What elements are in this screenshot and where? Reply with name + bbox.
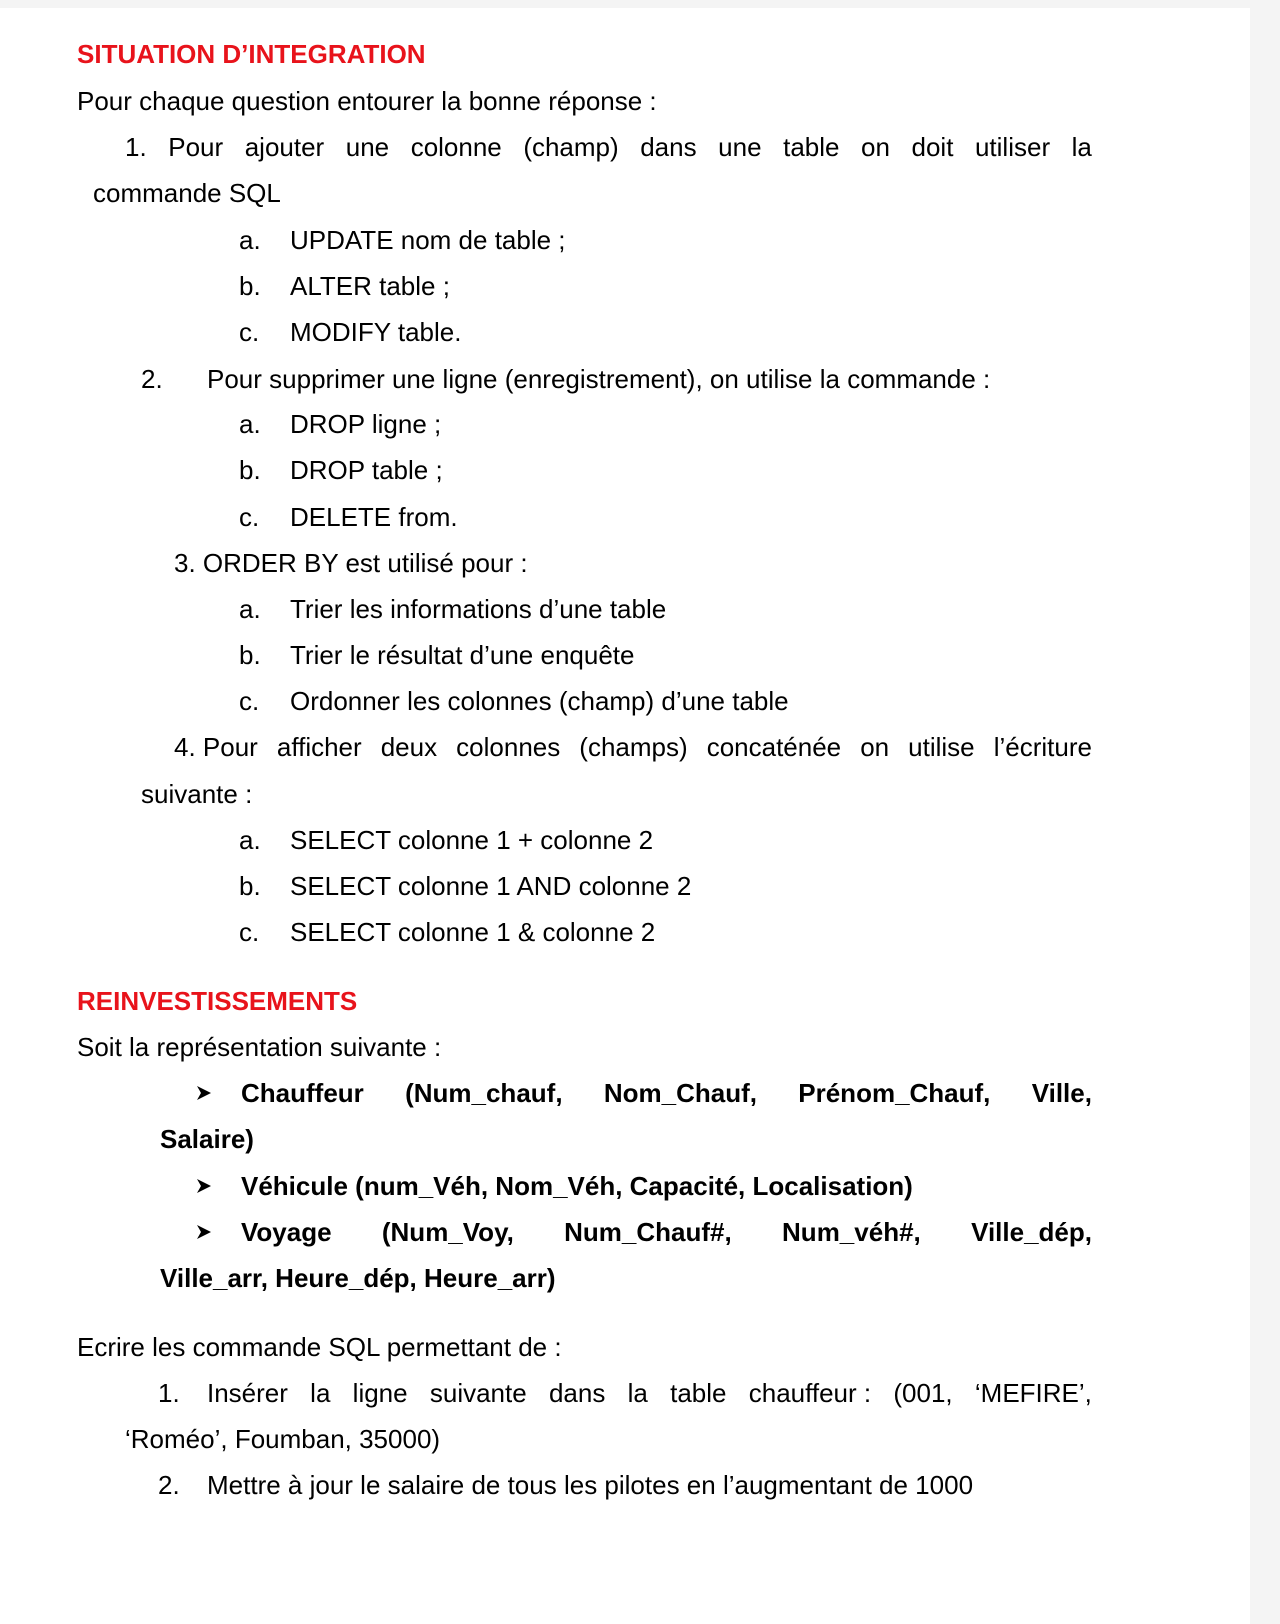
question-1-word: la <box>1071 132 1092 162</box>
q4-option-b-text: SELECT colonne 1 AND colonne 2 <box>290 871 692 901</box>
q4-option-c-letter: c. <box>239 917 260 947</box>
task-1-word: la <box>627 1378 648 1408</box>
task-1-word: ‘MEFIRE’, <box>974 1378 1092 1408</box>
schema-word: Ville_dép, <box>971 1217 1092 1247</box>
question-1-word: colonne <box>410 132 502 162</box>
q1-option-a-text: UPDATE nom de table ; <box>290 225 566 255</box>
q3-option-b-letter: b. <box>239 640 261 670</box>
schema-word: Voyage <box>241 1217 332 1247</box>
question-1-word: dans <box>640 132 697 162</box>
question-1-word: (champ) <box>523 132 619 162</box>
schema-word: (Num_chauf, <box>405 1078 563 1108</box>
schema-word: Ville, <box>1031 1078 1092 1108</box>
task-1-word: table <box>670 1378 727 1408</box>
q3-option-c-letter: c. <box>239 686 260 716</box>
q1-option-c-letter: c. <box>239 317 260 347</box>
task-1-word: (001, <box>893 1378 953 1408</box>
q4-option-b-letter: b. <box>239 871 261 901</box>
question-4-word: deux <box>380 732 438 762</box>
q2-option-c-text: DELETE from. <box>290 502 458 532</box>
schema-word: Nom_Chauf, <box>603 1078 757 1108</box>
schema-word: (Num_Voy, <box>381 1217 514 1247</box>
question-4-word: afficher <box>276 732 362 762</box>
question-1-word: on <box>861 132 890 162</box>
task-1-line <box>207 1376 1092 1410</box>
q1-option-b-letter: b. <box>239 271 261 301</box>
task-1-number: 1. <box>158 1378 180 1408</box>
schema-word: Num_Chauf#, <box>564 1217 732 1247</box>
q2-option-a-letter: a. <box>239 409 261 439</box>
task-2-text: Mettre à jour le salaire de tous les pilotes en l’augmentant de 1000 <box>207 1470 974 1500</box>
question-4-word: l’écriture <box>993 732 1092 762</box>
task-1-word: Insérer <box>207 1378 288 1408</box>
schema-word: Prénom_Chauf, <box>798 1078 991 1108</box>
reinvest-intro: Soit la représentation suivante : <box>77 1032 442 1062</box>
task-1-word: chauffeur : <box>748 1378 872 1408</box>
question-1-word: doit <box>911 132 954 162</box>
schema-word: Chauffeur <box>241 1078 364 1108</box>
task-1-word: suivante <box>429 1378 527 1408</box>
bullet-arrow-icon <box>195 1169 213 1203</box>
task-intro: Ecrire les commande SQL permettant de : <box>77 1332 562 1362</box>
q1-option-b-text: ALTER table ; <box>290 271 450 301</box>
question-3-text: 3. ORDER BY est utilisé pour : <box>174 548 528 578</box>
question-1-word: une <box>718 132 762 162</box>
question-4-word: colonnes <box>456 732 561 762</box>
question-1-word: Pour <box>168 132 224 162</box>
schema-word: Num_véh#, <box>782 1217 921 1247</box>
vehicule-schema: Véhicule (num_Véh, Nom_Véh, Capacité, Localisation) <box>241 1171 913 1201</box>
chauffeur-schema-line <box>241 1076 1092 1110</box>
voyage-schema-line <box>241 1215 1092 1249</box>
question-4-word: utilise <box>908 732 975 762</box>
question-4-word: on <box>860 732 890 762</box>
q3-option-c-text: Ordonner les colonnes (champ) d’une table <box>290 686 789 716</box>
q3-option-b-text: Trier le résultat d’une enquête <box>290 640 635 670</box>
question-1-word: une <box>345 132 390 162</box>
situation-heading: SITUATION D’INTEGRATION <box>77 39 426 69</box>
reinvest-heading: REINVESTISSEMENTS <box>77 986 358 1016</box>
question-1-continuation: commande SQL <box>93 178 281 208</box>
q3-option-a-letter: a. <box>239 594 261 624</box>
q4-option-a-text: SELECT colonne 1 + colonne 2 <box>290 825 654 855</box>
task-1-word: ligne <box>352 1378 408 1408</box>
bullet-arrow-icon <box>195 1076 213 1110</box>
question-4-continuation: suivante : <box>141 779 253 809</box>
q2-option-a-text: DROP ligne ; <box>290 409 442 439</box>
question-4-word: concaténée <box>706 732 842 762</box>
question-4-line <box>174 730 1092 764</box>
voyage-schema-continuation: Ville_arr, Heure_dép, Heure_arr) <box>160 1263 556 1293</box>
question-1-word: utiliser <box>974 132 1051 162</box>
chauffeur-schema-continuation: Salaire) <box>160 1124 254 1154</box>
task-1-continuation: ‘Roméo’, Foumban, 35000) <box>125 1424 441 1454</box>
question-2-text: Pour supprimer une ligne (enregistrement), on utilise la commande : <box>207 364 991 394</box>
question-2-number: 2. <box>141 364 163 394</box>
question-1-number: 1. <box>125 132 147 162</box>
document-page <box>0 8 1250 1624</box>
task-2-number: 2. <box>158 1470 180 1500</box>
task-1-word: la <box>310 1378 331 1408</box>
bullet-arrow-icon <box>195 1215 213 1249</box>
question-4-word: 4. Pour <box>174 732 258 762</box>
q2-option-b-letter: b. <box>239 455 261 485</box>
q4-option-c-text: SELECT colonne 1 & colonne 2 <box>290 917 656 947</box>
q4-option-a-letter: a. <box>239 825 261 855</box>
situation-intro: Pour chaque question entourer la bonne réponse : <box>77 86 657 116</box>
q2-option-b-text: DROP table ; <box>290 455 443 485</box>
q2-option-c-letter: c. <box>239 502 260 532</box>
q1-option-c-text: MODIFY table. <box>290 317 462 347</box>
question-1-word: ajouter <box>244 132 325 162</box>
question-1-word: table <box>783 132 840 162</box>
q3-option-a-text: Trier les informations d’une table <box>290 594 667 624</box>
task-1-word: dans <box>548 1378 606 1408</box>
q1-option-a-letter: a. <box>239 225 261 255</box>
question-4-word: (champs) <box>579 732 688 762</box>
question-1-line <box>125 130 1092 164</box>
